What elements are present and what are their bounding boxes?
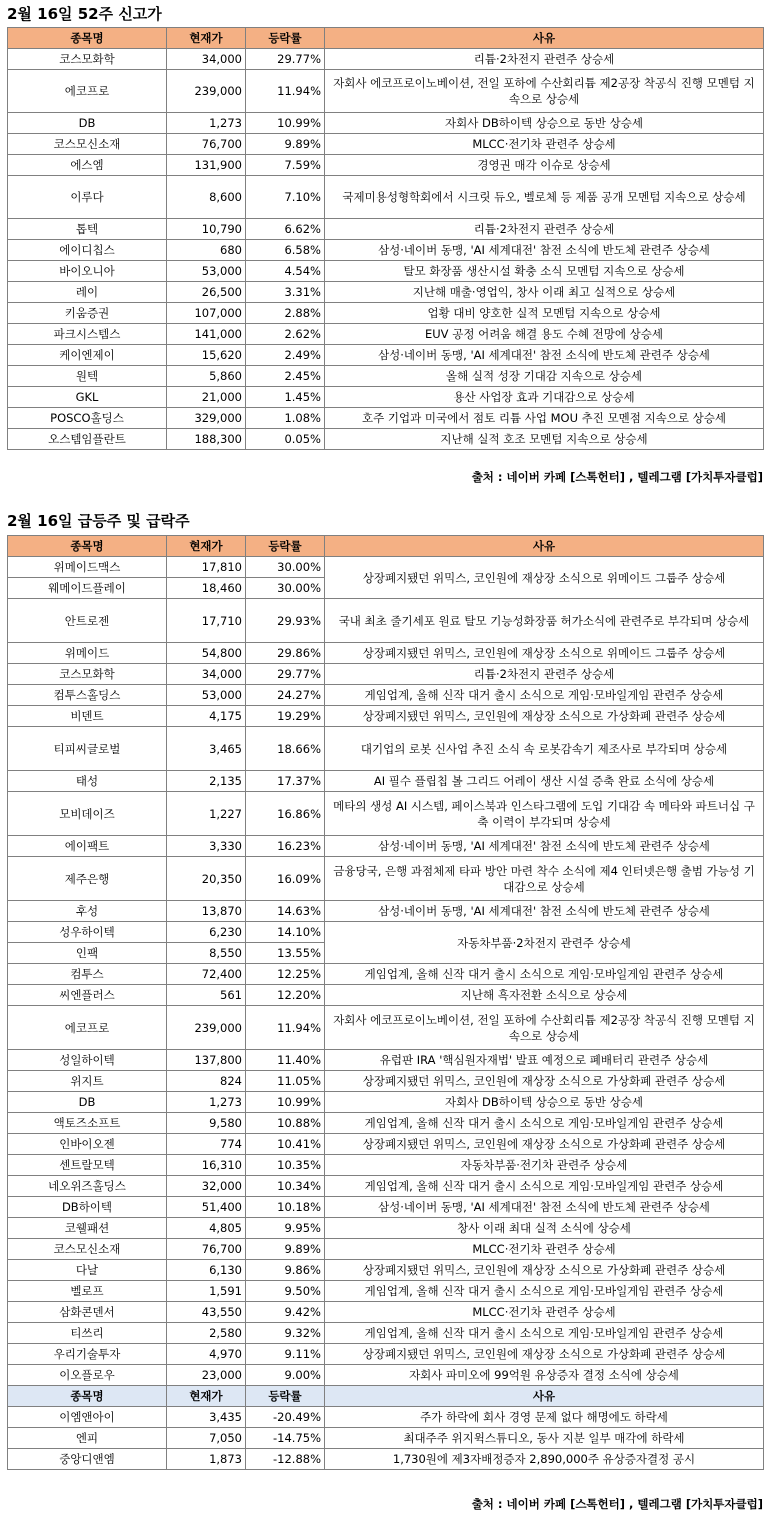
stock-reason: 상장폐지됐던 위믹스, 코인원에 재상장 소식으로 가상화폐 관련주 상승세 [325,1071,764,1092]
stock-rate: -20.49% [246,1407,325,1428]
stock-reason: 올해 실적 성장 기대감 지속으로 상승세 [325,366,764,387]
stock-price: 4,175 [167,706,246,727]
stock-reason: 1,730원에 제3자배정증자 2,890,000주 유상증자결정 공시 [325,1449,764,1470]
stock-name: 레이 [8,282,167,303]
stock-name: POSCO홀딩스 [8,408,167,429]
table-row [8,240,764,261]
stock-rate: 16.09% [246,857,325,901]
header-price: 현재가 [167,1386,246,1407]
stock-name: DB [8,1092,167,1113]
stock-reason: 상장폐지됐던 위믹스, 코인원에 재상장 소식으로 가상화폐 관련주 상승세 [325,1344,764,1365]
stock-price: 3,330 [167,836,246,857]
stock-name: DB [8,113,167,134]
table-row [8,324,764,345]
stock-name: 이오플로우 [8,1365,167,1386]
table-row [8,113,764,134]
table-row [8,366,764,387]
header-reason: 사유 [325,536,764,557]
stock-rate: 4.54% [246,261,325,282]
stock-price: 6,230 [167,922,246,943]
stock-reason: 게임업계, 올해 신작 대거 출시 소식으로 게임·모바일게임 관련주 상승세 [325,1113,764,1134]
stock-name: 제주은행 [8,857,167,901]
stock-rate: 12.20% [246,985,325,1006]
stock-name: 코스모화학 [8,49,167,70]
stock-price: 10,790 [167,219,246,240]
stock-rate: 9.32% [246,1323,325,1344]
stock-name: 에코프로 [8,70,167,113]
stock-name: 위지트 [8,1071,167,1092]
stock-price: 188,300 [167,429,246,450]
stock-rate: 9.89% [246,134,325,155]
stock-price: 17,710 [167,599,246,643]
table-row [8,1449,764,1470]
stock-name: 코스모신소재 [8,134,167,155]
stock-name: 컴투스홀딩스 [8,685,167,706]
stock-price: 54,800 [167,643,246,664]
stock-reason: 국내 최초 줄기세포 원료 탈모 기능성화장품 허가소식에 관련주로 부각되며 상승세 [325,599,764,643]
table-row [8,771,764,792]
stock-price: 6,130 [167,1260,246,1281]
stock-price: 2,580 [167,1323,246,1344]
section1-title: 2월 16일 52주 신고가 [7,5,162,23]
stock-name: 웨메이드플레이 [8,578,167,599]
table-row [8,1050,764,1071]
table-row [8,1428,764,1449]
stock-price: 1,591 [167,1281,246,1302]
stock-reason: 자회사 DB하이텍 상승으로 동반 상승세 [325,1092,764,1113]
stock-name: 다날 [8,1260,167,1281]
stock-rate: 6.58% [246,240,325,261]
stock-price: 9,580 [167,1113,246,1134]
stock-name: 중앙디앤엠 [8,1449,167,1470]
stock-price: 824 [167,1071,246,1092]
stock-price: 8,550 [167,943,246,964]
stock-reason: 대기업의 로봇 신사업 추진 소식 속 로봇감속기 제조사로 부각되며 상승세 [325,727,764,771]
stock-rate: 9.50% [246,1281,325,1302]
stock-rate: 7.59% [246,155,325,176]
stock-name: 벨로프 [8,1281,167,1302]
stock-price: 1,273 [167,1092,246,1113]
table-row [8,282,764,303]
stock-rate: 3.31% [246,282,325,303]
stock-price: 8,600 [167,176,246,219]
stock-rate: 10.34% [246,1176,325,1197]
table-row [8,176,764,219]
section1-source: 출처 : 네이버 카페 [스톡헌터] , 텔레그램 [가치투자클럽] [471,470,763,484]
stock-name: 액토즈소프트 [8,1113,167,1134]
table-row [8,303,764,324]
stock-reason: 자회사 파미오에 99억원 유상증자 결정 소식에 상승세 [325,1365,764,1386]
table-row [8,727,764,771]
table-row [8,345,764,366]
stock-name: 케이엔제이 [8,345,167,366]
stock-price: 15,620 [167,345,246,366]
stock-name: 인바이오젠 [8,1134,167,1155]
header-name: 종목명 [8,28,167,49]
stock-price: 7,050 [167,1428,246,1449]
table-row [8,1155,764,1176]
stock-price: 137,800 [167,1050,246,1071]
stock-name: 코스모신소재 [8,1239,167,1260]
stock-rate: 10.99% [246,1092,325,1113]
table-row [8,387,764,408]
stock-price: 34,000 [167,664,246,685]
stock-reason: EUV 공정 어려움 해결 용도 수혜 전망에 상승세 [325,324,764,345]
stock-price: 76,700 [167,134,246,155]
stock-rate: 11.94% [246,1006,325,1050]
stock-name: 티쓰리 [8,1323,167,1344]
stock-price: 76,700 [167,1239,246,1260]
stock-reason: 창사 이래 최대 실적 소식에 상승세 [325,1218,764,1239]
stock-name: 인팩 [8,943,167,964]
table-row [8,901,764,922]
table-row [8,134,764,155]
stock-reason: 지난해 실적 호조 모멘텀 지속으로 상승세 [325,429,764,450]
table-row [8,664,764,685]
table-row [8,1281,764,1302]
table-row [8,155,764,176]
table-row [8,1176,764,1197]
stock-rate: 11.40% [246,1050,325,1071]
table-row [8,1071,764,1092]
stock-name: 에이디칩스 [8,240,167,261]
stock-reason: 게임업계, 올해 신작 대거 출시 소식으로 게임·모바일게임 관련주 상승세 [325,1323,764,1344]
stock-name: 에이팩트 [8,836,167,857]
stock-name: 코웰패션 [8,1218,167,1239]
stock-reason: 지난해 매출·영업익, 창사 이래 최고 실적으로 상승세 [325,282,764,303]
stock-price: 1,873 [167,1449,246,1470]
header-price: 현재가 [167,536,246,557]
stock-name: 우리기술투자 [8,1344,167,1365]
stock-price: 51,400 [167,1197,246,1218]
new-high-table [7,27,764,450]
table-row [8,1323,764,1344]
stock-reason: 상장폐지됐던 위믹스, 코인원에 재상장 소식으로 가상화폐 관련주 상승세 [325,1134,764,1155]
stock-reason: 상장폐지됐던 위믹스, 코인원에 재상장 소식으로 위메이드 그룹주 상승세 [325,643,764,664]
stock-rate: 7.10% [246,176,325,219]
stock-name: 성일하이텍 [8,1050,167,1071]
stock-reason: 게임업계, 올해 신작 대거 출시 소식으로 게임·모바일게임 관련주 상승세 [325,964,764,985]
stock-reason: 게임업계, 올해 신작 대거 출시 소식으로 게임·모바일게임 관련주 상승세 [325,1176,764,1197]
stock-rate: 1.08% [246,408,325,429]
stock-name: 엔피 [8,1428,167,1449]
stock-rate: 2.62% [246,324,325,345]
stock-rate: 10.88% [246,1113,325,1134]
table-row [8,1344,764,1365]
stock-rate: 29.93% [246,599,325,643]
stock-price: 1,227 [167,792,246,836]
stock-reason: MLCC·전기차 관련주 상승세 [325,1239,764,1260]
surge-plunge-table [7,535,764,1470]
stock-price: 239,000 [167,70,246,113]
stock-reason: 자동차부품·전기차 관련주 상승세 [325,1155,764,1176]
stock-price: 1,273 [167,113,246,134]
stock-name: 톱텍 [8,219,167,240]
table-row [8,219,764,240]
stock-reason: 삼성·네이버 동맹, 'AI 세계대전' 참전 소식에 반도체 관련주 상승세 [325,345,764,366]
header-rate: 등락률 [246,28,325,49]
stock-name: 안트로젠 [8,599,167,643]
stock-name: 원텍 [8,366,167,387]
stock-price: 53,000 [167,261,246,282]
table-row [8,1260,764,1281]
stock-rate: 18.66% [246,727,325,771]
stock-reason: 금융당국, 은행 과점체제 타파 방안 마련 착수 소식에 제4 인터넷은행 출범 가능성 기대감으로 상승세 [325,857,764,901]
stock-price: 32,000 [167,1176,246,1197]
stock-reason: 게임업계, 올해 신작 대거 출시 소식으로 게임·모바일게임 관련주 상승세 [325,1281,764,1302]
stock-rate: 29.86% [246,643,325,664]
table-row [8,836,764,857]
stock-rate: 12.25% [246,964,325,985]
stock-price: 21,000 [167,387,246,408]
stock-name: GKL [8,387,167,408]
stock-reason: 업황 대비 양호한 실적 모멘텀 지속으로 상승세 [325,303,764,324]
stock-name: 파크시스템스 [8,324,167,345]
table-row [8,599,764,643]
stock-rate: -14.75% [246,1428,325,1449]
stock-reason: 자회사 에코프로이노베이션, 전일 포하에 수산회리튬 제2공장 착공식 진행 모멘텀 지속으로 상승세 [325,70,764,113]
stock-rate: 9.86% [246,1260,325,1281]
stock-name: 이루다 [8,176,167,219]
stock-price: 329,000 [167,408,246,429]
header-name: 종목명 [8,1386,167,1407]
table-row [8,49,764,70]
stock-reason: 지난해 흑자전환 소식으로 상승세 [325,985,764,1006]
stock-rate: 9.95% [246,1218,325,1239]
stock-name: 씨엔플러스 [8,985,167,1006]
stock-rate: 9.00% [246,1365,325,1386]
section2-source: 출처 : 네이버 카페 [스톡헌터] , 텔레그램 [가치투자클럽] [471,1497,763,1511]
table-row [8,685,764,706]
table-row [8,857,764,901]
table-row [8,429,764,450]
stock-price: 141,000 [167,324,246,345]
stock-reason: 자회사 에코프로이노베이션, 전일 포하에 수산회리튬 제2공장 착공식 진행 모멘텀 지속으로 상승세 [325,1006,764,1050]
stock-reason: 메타의 생성 AI 시스템, 페이스북과 인스타그램에 도입 기대감 속 메타와 파트너십 구축 이력이 부각되며 상승세 [325,792,764,836]
stock-name: 네오위즈홀딩스 [8,1176,167,1197]
stock-rate: 29.77% [246,664,325,685]
stock-reason: 삼성·네이버 동맹, 'AI 세계대전' 참전 소식에 반도체 관련주 상승세 [325,240,764,261]
stock-price: 107,000 [167,303,246,324]
table-row [8,643,764,664]
stock-name: 위메이드맥스 [8,557,167,578]
header-rate: 등락률 [246,1386,325,1407]
stock-reason: 게임업계, 올해 신작 대거 출시 소식으로 게임·모바일게임 관련주 상승세 [325,685,764,706]
stock-price: 72,400 [167,964,246,985]
table-row [8,1006,764,1050]
stock-reason: 리튬·2차전지 관련주 상승세 [325,664,764,685]
stock-price: 561 [167,985,246,1006]
stock-reason: 용산 사업장 효과 기대감으로 상승세 [325,387,764,408]
table-row [8,261,764,282]
stock-reason: 주가 하락에 회사 경영 문제 없다 해명에도 하락세 [325,1407,764,1428]
table-row [8,1218,764,1239]
stock-reason: AI 필수 플립칩 볼 그리드 어레이 생산 시설 증축 완료 소식에 상승세 [325,771,764,792]
stock-name: 위메이드 [8,643,167,664]
stock-rate: 2.88% [246,303,325,324]
stock-rate: 16.23% [246,836,325,857]
table-row [8,1239,764,1260]
stock-price: 17,810 [167,557,246,578]
stock-price: 18,460 [167,578,246,599]
stock-rate: 24.27% [246,685,325,706]
stock-name: 비덴트 [8,706,167,727]
stock-price: 26,500 [167,282,246,303]
stock-reason: 삼성·네이버 동맹, 'AI 세계대전' 참전 소식에 반도체 관련주 상승세 [325,1197,764,1218]
stock-reason: 호주 기업과 미국에서 점토 리튬 사업 MOU 추진 모멘점 지속으로 상승세 [325,408,764,429]
stock-rate: 11.94% [246,70,325,113]
stock-reason: 리튬·2차전지 관련주 상승세 [325,49,764,70]
stock-name: 센트랄모텍 [8,1155,167,1176]
section2-title: 2월 16일 급등주 및 급락주 [7,512,190,530]
stock-price: 4,805 [167,1218,246,1239]
stock-reason: 상장폐지됐던 위믹스, 코인원에 재상장 소식으로 위메이드 그룹주 상승세 [325,557,764,599]
table-row [8,408,764,429]
stock-name: 컴투스 [8,964,167,985]
header-rate: 등락률 [246,536,325,557]
stock-price: 43,550 [167,1302,246,1323]
stock-rate: 9.89% [246,1239,325,1260]
stock-rate: 14.10% [246,922,325,943]
stock-price: 2,135 [167,771,246,792]
stock-reason: 삼성·네이버 동맹, 'AI 세계대전' 참전 소식에 반도체 관련주 상승세 [325,836,764,857]
stock-reason: 리튬·2차전지 관련주 상승세 [325,219,764,240]
stock-price: 20,350 [167,857,246,901]
stock-name: 에코프로 [8,1006,167,1050]
stock-reason: 국제미용성형학회에서 시크릿 듀오, 벨로체 등 제품 공개 모멘텀 지속으로 상승세 [325,176,764,219]
stock-rate: 10.18% [246,1197,325,1218]
stock-rate: 9.42% [246,1302,325,1323]
stock-price: 3,435 [167,1407,246,1428]
stock-price: 239,000 [167,1006,246,1050]
stock-price: 680 [167,240,246,261]
stock-rate: 2.45% [246,366,325,387]
stock-price: 3,465 [167,727,246,771]
stock-rate: 9.11% [246,1344,325,1365]
table-row [8,1134,764,1155]
table-header-decliners [8,1386,764,1407]
stock-name: 태성 [8,771,167,792]
header-reason: 사유 [325,28,764,49]
stock-price: 23,000 [167,1365,246,1386]
stock-rate: 30.00% [246,578,325,599]
stock-reason: MLCC·전기차 관련주 상승세 [325,1302,764,1323]
stock-name: 성우하이텍 [8,922,167,943]
stock-rate: 13.55% [246,943,325,964]
table-row [8,70,764,113]
stock-reason: 탈모 화장품 생산시설 확충 소식 모멘텀 지속으로 상승세 [325,261,764,282]
stock-name: 삼화콘덴서 [8,1302,167,1323]
stock-price: 13,870 [167,901,246,922]
stock-name: 코스모화학 [8,664,167,685]
stock-price: 774 [167,1134,246,1155]
table-header [8,28,764,49]
stock-name: 후성 [8,901,167,922]
stock-name: 키움증권 [8,303,167,324]
stock-price: 16,310 [167,1155,246,1176]
stock-name: 에스엠 [8,155,167,176]
table-row [8,985,764,1006]
stock-reason: 상장폐지됐던 위믹스, 코인원에 재상장 소식으로 가상화폐 관련주 상승세 [325,1260,764,1281]
table-row [8,706,764,727]
header-name: 종목명 [8,536,167,557]
table-header [8,536,764,557]
stock-rate: 1.45% [246,387,325,408]
stock-rate: -12.88% [246,1449,325,1470]
stock-rate: 17.37% [246,771,325,792]
stock-rate: 2.49% [246,345,325,366]
table-row [8,557,764,578]
table-row [8,1092,764,1113]
stock-rate: 14.63% [246,901,325,922]
stock-reason: MLCC·전기차 관련주 상승세 [325,134,764,155]
stock-name: 모비데이즈 [8,792,167,836]
stock-rate: 16.86% [246,792,325,836]
stock-rate: 11.05% [246,1071,325,1092]
stock-name: DB하이텍 [8,1197,167,1218]
stock-reason: 자동차부품·2차전지 관련주 상승세 [325,922,764,964]
header-reason: 사유 [325,1386,764,1407]
stock-name: 티피씨글로벌 [8,727,167,771]
stock-rate: 10.41% [246,1134,325,1155]
stock-price: 53,000 [167,685,246,706]
table-row [8,1407,764,1428]
table-row [8,922,764,943]
stock-name: 바이오니아 [8,261,167,282]
stock-price: 5,860 [167,366,246,387]
stock-rate: 29.77% [246,49,325,70]
stock-rate: 0.05% [246,429,325,450]
table-row [8,1197,764,1218]
stock-rate: 30.00% [246,557,325,578]
stock-reason: 경영권 매각 이슈로 상승세 [325,155,764,176]
stock-rate: 6.62% [246,219,325,240]
stock-price: 131,900 [167,155,246,176]
stock-reason: 삼성·네이버 동맹, 'AI 세계대전' 참전 소식에 반도체 관련주 상승세 [325,901,764,922]
stock-rate: 10.99% [246,113,325,134]
table-row [8,1365,764,1386]
stock-reason: 자회사 DB하이텍 상승으로 동반 상승세 [325,113,764,134]
table-row [8,1302,764,1323]
stock-price: 34,000 [167,49,246,70]
table-row [8,964,764,985]
stock-rate: 19.29% [246,706,325,727]
table-row [8,1113,764,1134]
stock-name: 오스템임플란트 [8,429,167,450]
header-price: 현재가 [167,28,246,49]
stock-reason: 상장폐지됐던 위믹스, 코인원에 재상장 소식으로 가상화폐 관련주 상승세 [325,706,764,727]
stock-price: 4,970 [167,1344,246,1365]
stock-rate: 10.35% [246,1155,325,1176]
stock-reason: 최대주주 위지윅스튜디오, 동사 지분 일부 매각에 하락세 [325,1428,764,1449]
stock-name: 이엠앤아이 [8,1407,167,1428]
table-row [8,792,764,836]
stock-reason: 유럽판 IRA '핵심원자재법' 발표 예정으로 폐배터리 관련주 상승세 [325,1050,764,1071]
